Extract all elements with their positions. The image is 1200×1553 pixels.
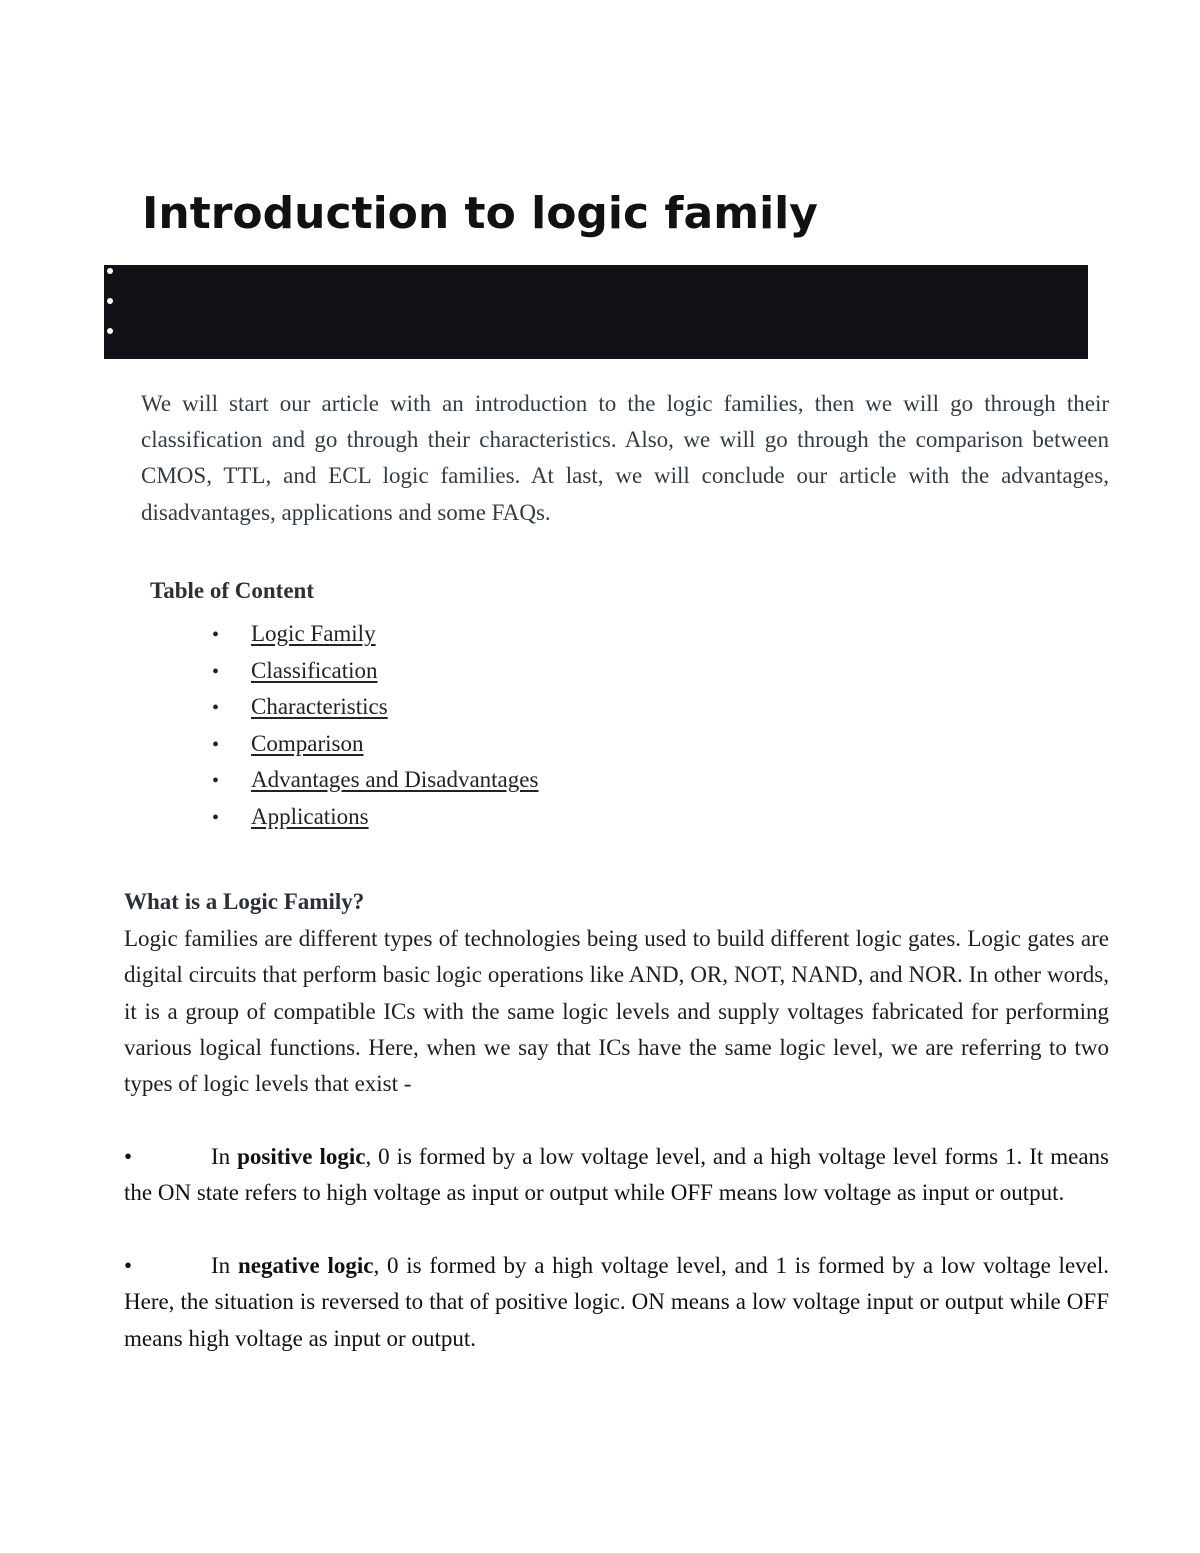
bullet-dot — [107, 268, 113, 274]
bullet-prefix: In — [211, 1253, 238, 1278]
section-heading: What is a Logic Family? — [124, 889, 365, 914]
toc-link-applications[interactable]: Applications — [251, 803, 369, 829]
redacted-banner — [104, 265, 1088, 359]
bullet-prefix: In — [211, 1144, 238, 1169]
positive-logic-bullet — [124, 1139, 1109, 1212]
toc-item-logic-family — [212, 617, 538, 654]
bullet-term: positive logic — [237, 1144, 366, 1169]
toc-link-advantages-disadvantages[interactable]: Advantages and Disadvantages — [251, 767, 539, 792]
toc-bullet: • — [212, 697, 220, 719]
toc-bullet: • — [212, 660, 220, 683]
toc-item-advantages — [212, 763, 538, 800]
bullet-dot — [107, 298, 113, 304]
toc-item-applications — [212, 800, 538, 837]
toc-link-classification[interactable]: Classification — [251, 657, 378, 683]
toc-item-classification — [212, 654, 538, 691]
toc-heading: Table of Content — [150, 578, 314, 603]
toc-link-logic-family[interactable]: Logic Family — [251, 621, 376, 646]
toc-bullet: • — [212, 770, 220, 792]
bullet-term: negative logic — [237, 1253, 374, 1278]
intro-paragraph: We will start our article with an introduction to the logic families, then we will go through their classification and go through their characteristics. Also, we will go through the comparison between CMOS, TTL, and ECL logic families. At last, we will conclude our article with the advantages, disadvantages, applications and some FAQs. — [141, 391, 1109, 525]
bullet-dot — [107, 328, 113, 334]
bullet-text: , 0 is formed by a high voltage level, and 1 is formed by a low voltage level. Here, the situation is reversed to that of positive logic. ON means a low voltage input or output while OFF means high voltage as input or output. — [124, 1253, 1109, 1351]
toc-bullet: • — [212, 733, 220, 756]
bullet-marker: • — [124, 1253, 133, 1278]
toc-item-characteristics — [212, 690, 538, 727]
negative-logic-bullet — [124, 1248, 1109, 1357]
toc-link-characteristics[interactable]: Characteristics — [251, 694, 388, 719]
toc-bullet: • — [212, 624, 220, 646]
toc-link-comparison[interactable]: Comparison — [251, 730, 364, 756]
section-paragraph: Logic families are different types of technologies being used to build different logic gates. Logic gates are digital circuits that perform basic logic operations like AND, OR, NOT, NAND, and NOR. In other words, it is a group of compatible ICs with the same logic levels and supply voltages fabricated for performing various logical functions. Here, when we say that ICs have the same logic level, we are referring to two types of logic levels that exist - — [124, 926, 1109, 1097]
table-of-contents — [212, 617, 538, 836]
page-title: Introduction to logic family — [142, 188, 818, 239]
bullet-text: , 0 is formed by a low voltage level, and a high voltage level forms 1. It means the ON state refers to high voltage as input or output while OFF means low voltage as input or output. — [124, 1144, 1109, 1206]
toc-bullet: • — [212, 806, 220, 829]
bullet-marker: • — [124, 1144, 133, 1169]
toc-item-comparison — [212, 727, 538, 764]
